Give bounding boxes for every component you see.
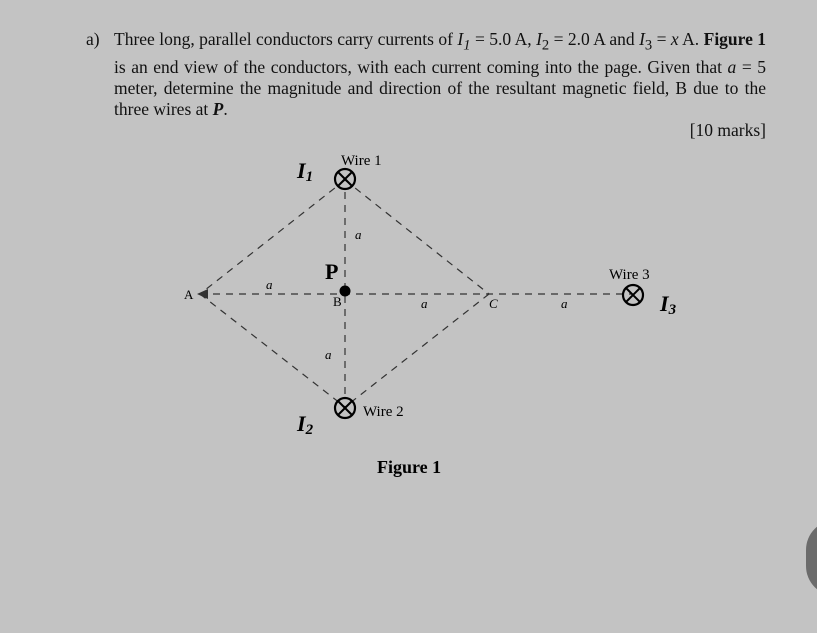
wire3-label: Wire 3	[609, 267, 650, 283]
dist-label-lower: a	[325, 347, 332, 362]
current-i3-label-symbol: I	[660, 291, 669, 316]
dist-label-wire3: a	[561, 296, 568, 311]
wire2-label: Wire 2	[363, 404, 404, 420]
current-i2-subscript: 2	[541, 37, 550, 54]
marks: [10 marks]	[689, 119, 766, 140]
current-i3-equals: =	[652, 29, 671, 49]
current-i3-label	[659, 291, 677, 318]
line-wire1-to-a	[200, 180, 345, 294]
line-c-to-wire2	[345, 294, 489, 407]
current-i1-label	[296, 158, 313, 185]
point-p-label: P	[325, 259, 339, 284]
current-i3-variable: x	[670, 29, 679, 49]
distance-symbol: a	[727, 56, 737, 77]
current-i2-label-subscript: 2	[305, 422, 314, 438]
dist-label-upper: a	[355, 227, 362, 242]
dist-label-left: a	[266, 277, 273, 292]
figure-reference: Figure 1	[703, 29, 767, 49]
question-middle: is an end view of the conductors, with each current coming into the page. Given that	[114, 56, 722, 77]
current-i1-value: = 5.0 A,	[470, 29, 532, 49]
question-label: a)	[86, 29, 100, 49]
point-a-label: A	[184, 287, 194, 302]
distance-value: = 5 meter, determine the magnitude and direction of the resultant magnetic field, B due to the three wires at	[114, 56, 767, 119]
current-i2-label	[296, 411, 314, 438]
current-i2-value: = 2.0 A and	[549, 29, 635, 49]
point-c-label: C	[489, 296, 498, 311]
current-i3-symbol: I	[639, 29, 645, 49]
point-b-label: B	[333, 294, 342, 309]
current-i2-label-symbol: I	[297, 411, 306, 436]
line-a-to-wire2	[200, 294, 345, 407]
current-i3-unit: A.	[678, 29, 700, 49]
wire3-into-page-icon	[623, 285, 643, 305]
wire1-label: Wire 1	[341, 153, 382, 169]
current-i1-subscript: 1	[463, 37, 471, 54]
current-i1-symbol: I	[457, 29, 464, 49]
wire1-into-page-icon	[335, 169, 355, 189]
line-wire1-to-c	[345, 180, 489, 294]
dist-label-right: a	[421, 296, 428, 311]
current-i1-label-subscript: 1	[305, 169, 314, 185]
current-i3-subscript: 3	[644, 37, 653, 54]
current-i3-label-subscript: 3	[668, 302, 677, 318]
point-p-ref: P	[212, 98, 224, 119]
arrow-head-a	[197, 289, 208, 299]
question-end: .	[223, 98, 228, 119]
wire2-into-page-icon	[335, 398, 355, 418]
figure-caption: Figure 1	[377, 457, 442, 477]
current-i2-symbol: I	[536, 29, 542, 49]
question-intro: Three long, parallel conductors carry currents of	[114, 29, 453, 49]
current-i1-label-symbol: I	[297, 158, 306, 183]
